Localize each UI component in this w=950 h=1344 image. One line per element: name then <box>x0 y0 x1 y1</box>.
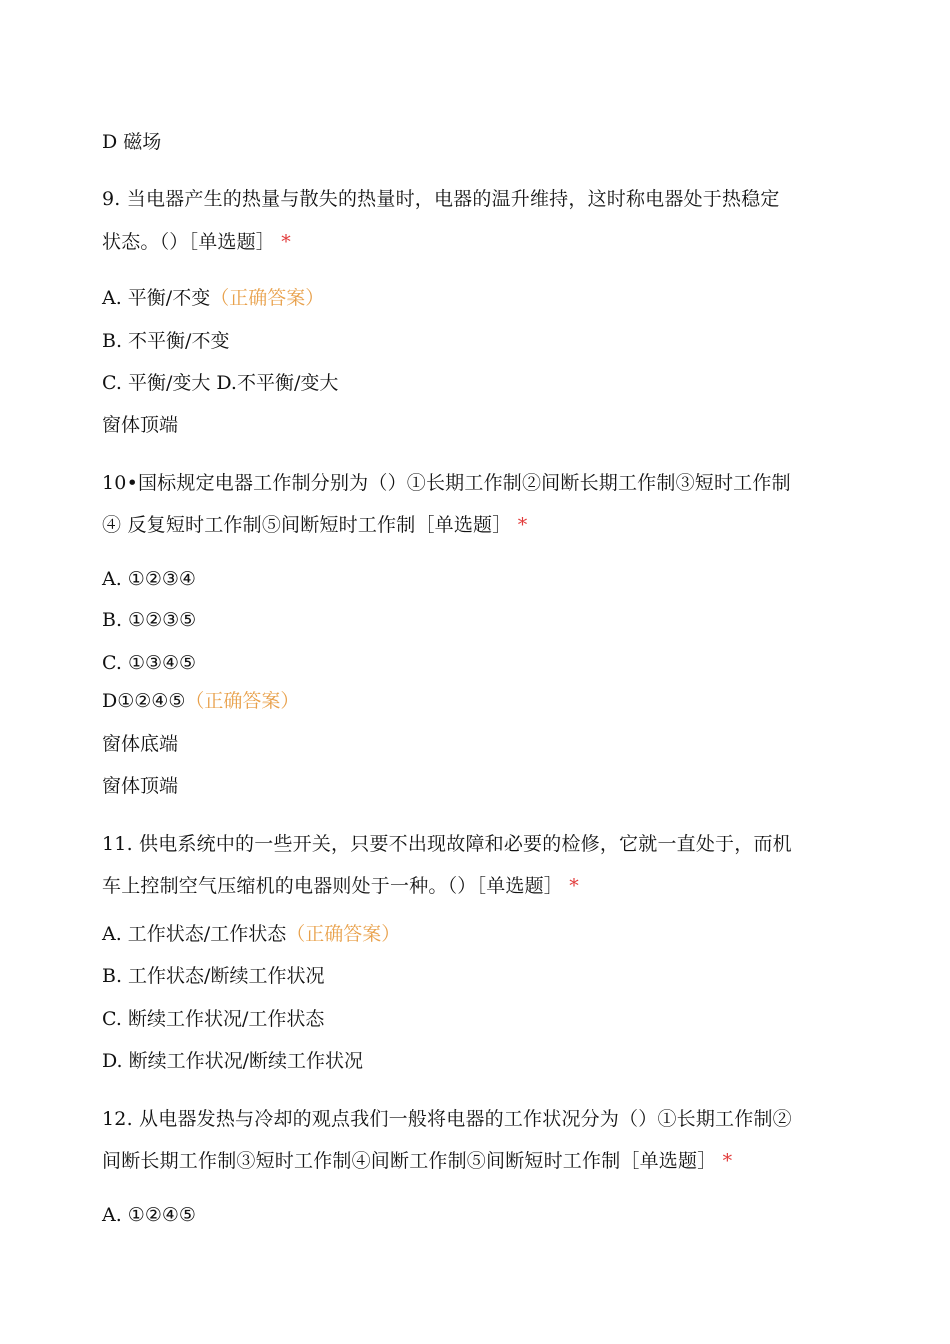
q12-option-a[interactable] <box>102 1202 196 1228</box>
question-11-line-1 <box>102 831 792 857</box>
question-9-line-2 <box>102 229 291 255</box>
question-12-line-1 <box>102 1106 792 1132</box>
question-text: 10•国标规定电器工作制分别为（）①长期工作制②间断长期工作制③短时工作制 <box>102 472 791 494</box>
form-top-marker <box>102 773 178 799</box>
option-text: B. 不平衡/不变 <box>102 330 230 352</box>
option-text: B. 工作状态/断续工作状况 <box>102 965 325 987</box>
question-10-line-1 <box>102 470 791 496</box>
q11-option-a[interactable] <box>102 921 400 947</box>
question-text: 车上控制空气压缩机的电器则处于一种。（）［单选题］ <box>102 875 564 897</box>
q11-option-c[interactable] <box>102 1006 324 1032</box>
option-text: A. ①②③④ <box>102 568 196 590</box>
required-asterisk: * <box>517 514 528 536</box>
question-text: 9. 当电器产生的热量与散失的热量时，电器的温升维持，这时称电器处于热稳定 <box>102 188 780 210</box>
correct-answer-label: （正确答案） <box>185 690 300 712</box>
option-text: C. 断续工作状况/工作状态 <box>102 1008 325 1030</box>
form-bottom-marker <box>102 731 178 757</box>
option-text: A. 平衡/不变 <box>102 287 211 309</box>
q9-option-b[interactable] <box>102 328 229 354</box>
option-text: D 磁场 <box>102 131 162 153</box>
q11-option-b[interactable] <box>102 963 324 989</box>
option-text: B. ①②③⑤ <box>102 609 197 631</box>
form-marker-text: 窗体顶端 <box>102 414 179 436</box>
question-12-line-2 <box>102 1148 732 1174</box>
question-text: ④ 反复短时工作制⑤间断短时工作制［单选题］ <box>102 514 512 536</box>
correct-answer-label: （正确答案） <box>210 287 325 309</box>
q10-option-b[interactable] <box>102 607 196 633</box>
correct-answer-label: （正确答案） <box>286 923 401 945</box>
option-text: C. 平衡/变大 D.不平衡/变大 <box>102 372 339 394</box>
q10-option-a[interactable] <box>102 566 196 592</box>
option-text: C. ①③④⑤ <box>102 652 197 674</box>
form-marker-text: 窗体顶端 <box>102 775 179 797</box>
option-text: D①②④⑤ <box>102 690 186 712</box>
question-9-line-1 <box>102 186 780 212</box>
required-asterisk: * <box>569 875 579 897</box>
question-text: 12. 从电器发热与冷却的观点我们一般将电器的工作状况分为（）①长期工作制② <box>102 1108 792 1130</box>
question-text: 状态。（）［单选题］ <box>102 231 276 253</box>
form-top-marker <box>102 412 178 438</box>
q10-option-d[interactable] <box>102 688 299 714</box>
option-d-prev <box>102 129 161 155</box>
question-10-line-2 <box>102 512 527 538</box>
option-text: A. 工作状态/工作状态 <box>102 923 287 945</box>
question-text: 11. 供电系统中的一些开关，只要不出现故障和必要的检修，它就一直处于，而机 <box>102 833 792 855</box>
q9-option-c[interactable] <box>102 370 338 396</box>
option-text: A. ①②④⑤ <box>102 1204 196 1226</box>
q11-option-d[interactable] <box>102 1048 363 1074</box>
q10-option-c[interactable] <box>102 650 196 676</box>
q9-option-a[interactable] <box>102 285 324 311</box>
question-text: 间断长期工作制③短时工作制④间断工作制⑤间断短时工作制［单选题］ <box>102 1150 717 1172</box>
option-text: D. 断续工作状况/断续工作状况 <box>102 1050 364 1072</box>
required-asterisk: * <box>722 1150 733 1172</box>
form-marker-text: 窗体底端 <box>102 733 179 755</box>
question-11-line-2 <box>102 873 579 899</box>
required-asterisk: * <box>281 231 291 253</box>
